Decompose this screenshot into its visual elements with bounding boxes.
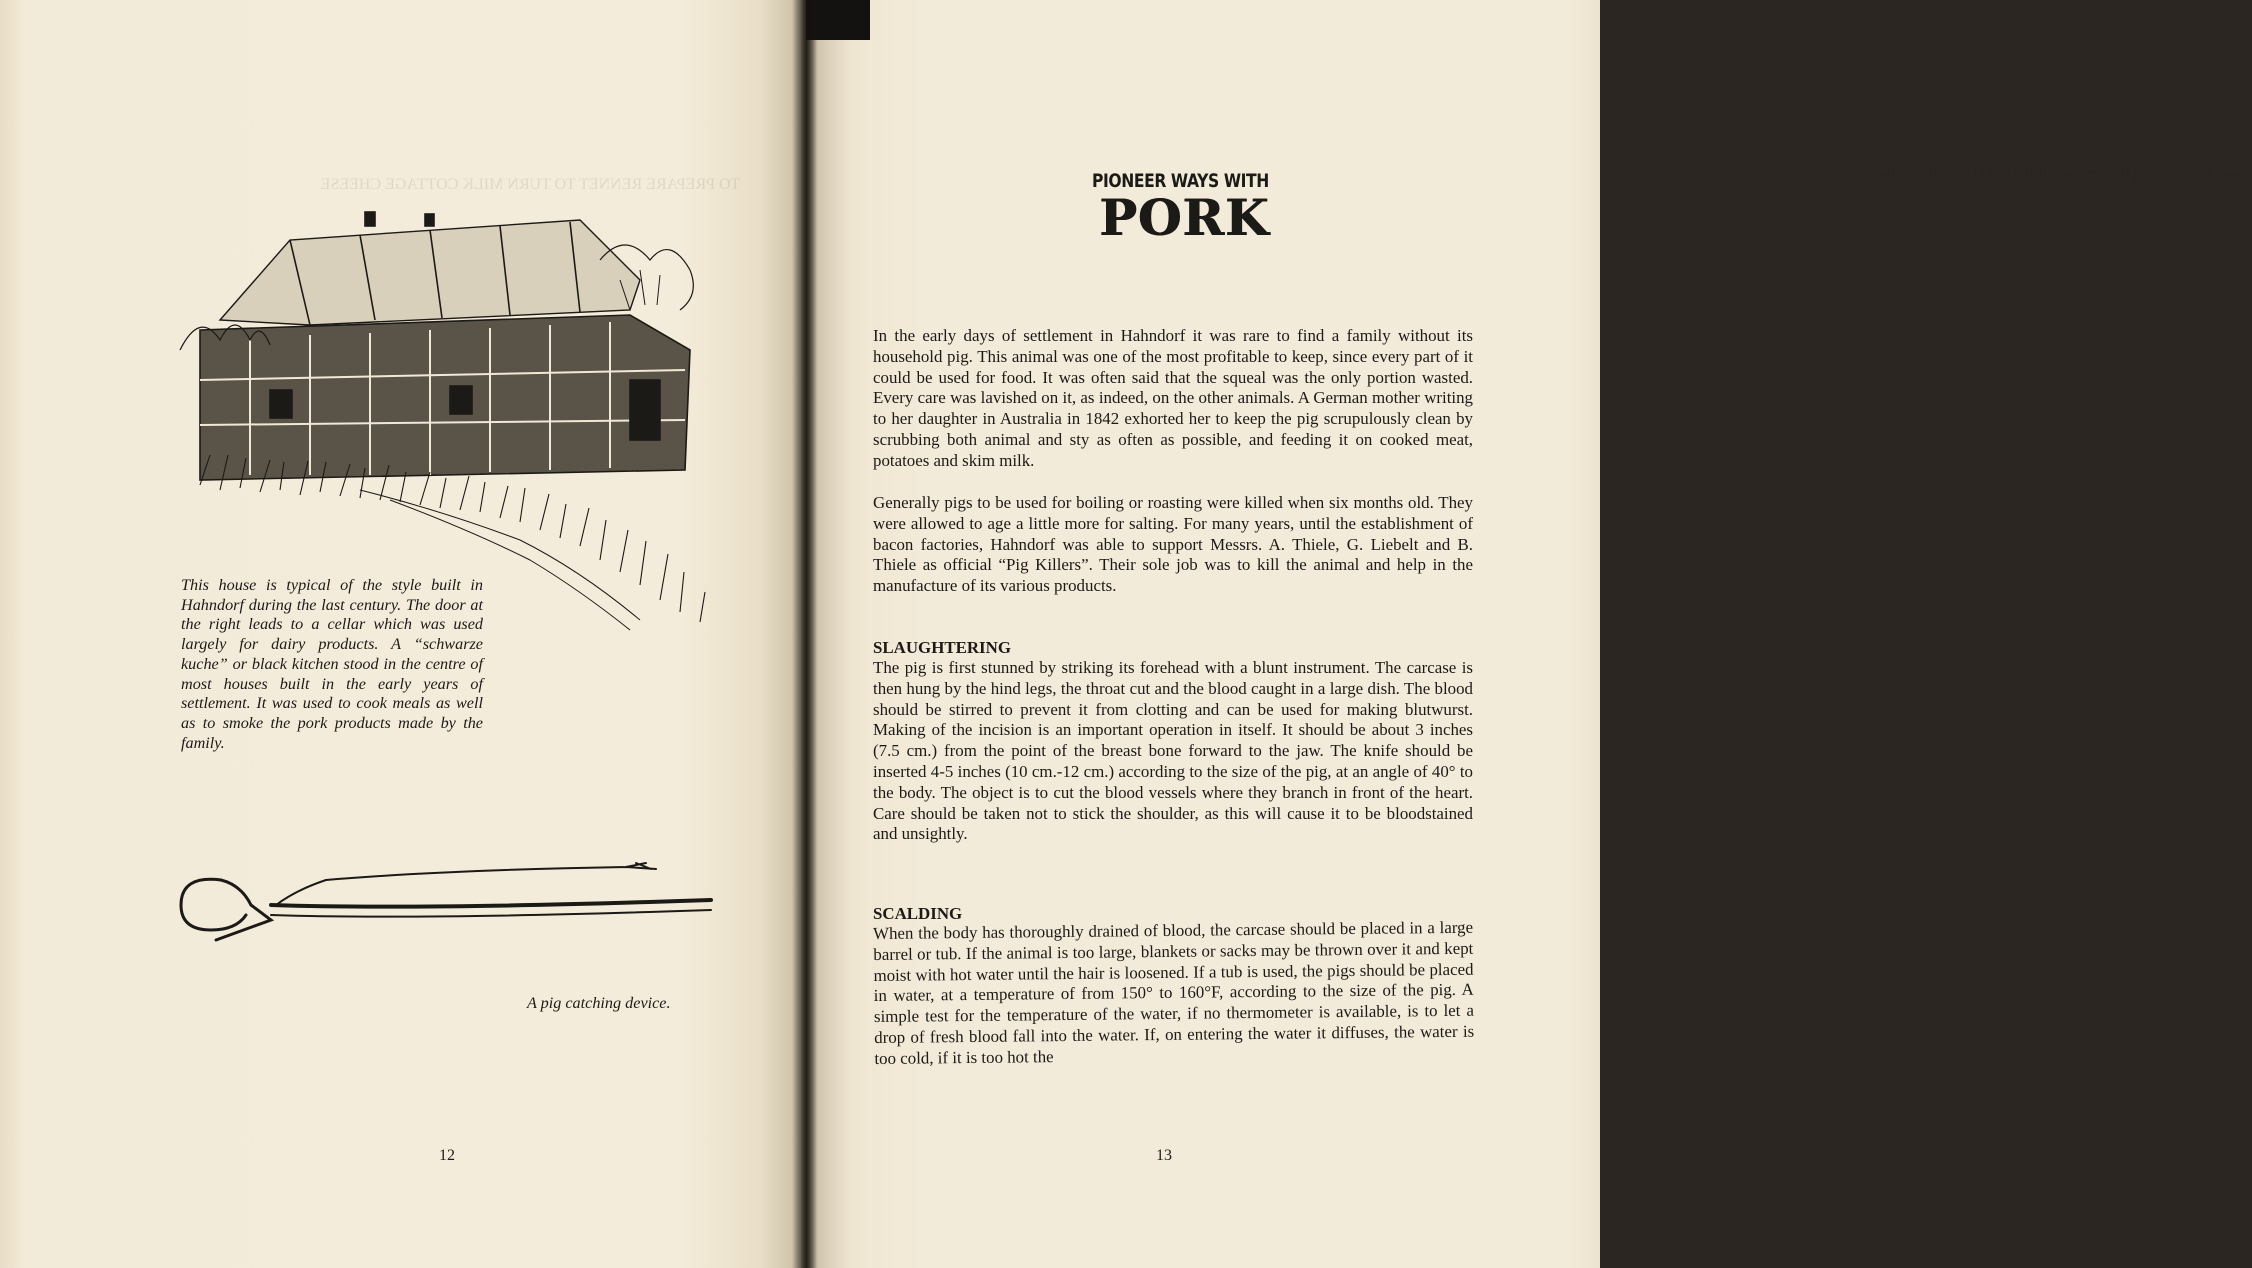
- heading-title: PORK: [1099, 188, 1270, 247]
- intro-paragraph-2: Generally pigs to be used for boiling or roasting were killed when six months old. They were allowed to age a little more for salting. For many years, until the establishment of bacon factories, Hahndorf was able to support Messrs. A. Thiele, G. Liebelt and B. Thiele as official “Pig Killers”. Their sole job was to kill the animal and help in the manufacture of its various products.: [873, 493, 1473, 596]
- section-text-scalding: When the body has thoroughly drained of blood, the carcase should be placed in a large barrel or tub. If the animal is too large, blankets or sacks may be thrown over it and kept moist with hot water until the hair is loosened. If a tub is used, the pigs should be placed in water, at a temperature of from 150° to 160°F, according to the size of the pig. A simple test for the temperature of the water, if no thermometer is available, is to let a drop of fresh blood fall into the water. If, on entering the water it diffuses, the water is too cold, if it is too hot the: [873, 917, 1475, 1068]
- pig-catching-device-illustration: [176, 860, 716, 960]
- section-text-slaughtering: The pig is first stunned by striking its forehead with a blunt instrument. The carcase is then hung by the hind legs, the throat cut and the blood caught in a large dish. The blood should be stirred to prevent it from clotting and can be used for making blutwurst. Making of the incision is an important operation in itself. It should be about 3 inches (7.5 cm.) from the point of the breast bone forward to the jaw. The knife should be inserted 4-5 inches (10 cm.-12 cm.) according to the size of the pig, at an angle of 40° to the body. The object is to cut the blood vessels where they branch in front of the heart. Care should be taken not to stick the shoulder, as this will cause it to be bloodstained and unsightly.: [873, 658, 1473, 844]
- page-number-right: 13: [1156, 1147, 1172, 1164]
- left-page: [0, 0, 806, 1268]
- section-heading-scalding: SCALDING: [873, 904, 963, 923]
- section-heading-slaughtering: SLAUGHTERING: [873, 638, 1011, 657]
- book-gutter: [792, 0, 818, 1268]
- heading-kicker: PIONEER WAYS WITH: [1092, 170, 1269, 192]
- intro-paragraph-1: In the early days of settlement in Hahndorf it was rare to find a family without its household pig. This animal was one of the most profitable to keep, since every part of it could be used for food. It was often said that the squeal was the only portion wasted. Every care was lavished on it, as indeed, on the other animals. A German mother writing to her daughter in Australia in 1842 exhorted her to keep the pig scrupulously clean by scrubbing both animal and sty as often as possible, and feeding it on cooked meat, potatoes and skim milk.: [873, 326, 1473, 470]
- page-number-left: 12: [439, 1147, 455, 1164]
- house-illustration: [160, 200, 720, 640]
- bleed-through-text: TO PREPARE RENNET TO TURN MILK COTTAGE CHEESE: [320, 176, 740, 193]
- house-caption: This house is typical of the style built in Hahndorf during the last century. The door at the right leads to a cellar which was used largely for dairy products. A “schwarze kuche” or black kitchen stood in the centre of most houses built in the early years of settlement. It was used to cook meals as well as to smoke the pork products made by the family.: [181, 576, 483, 752]
- bleed-through-text: blood remains in a deep vessel. If the blood remains on the: [1875, 165, 2252, 182]
- tool-caption: A pig catching device.: [527, 994, 671, 1012]
